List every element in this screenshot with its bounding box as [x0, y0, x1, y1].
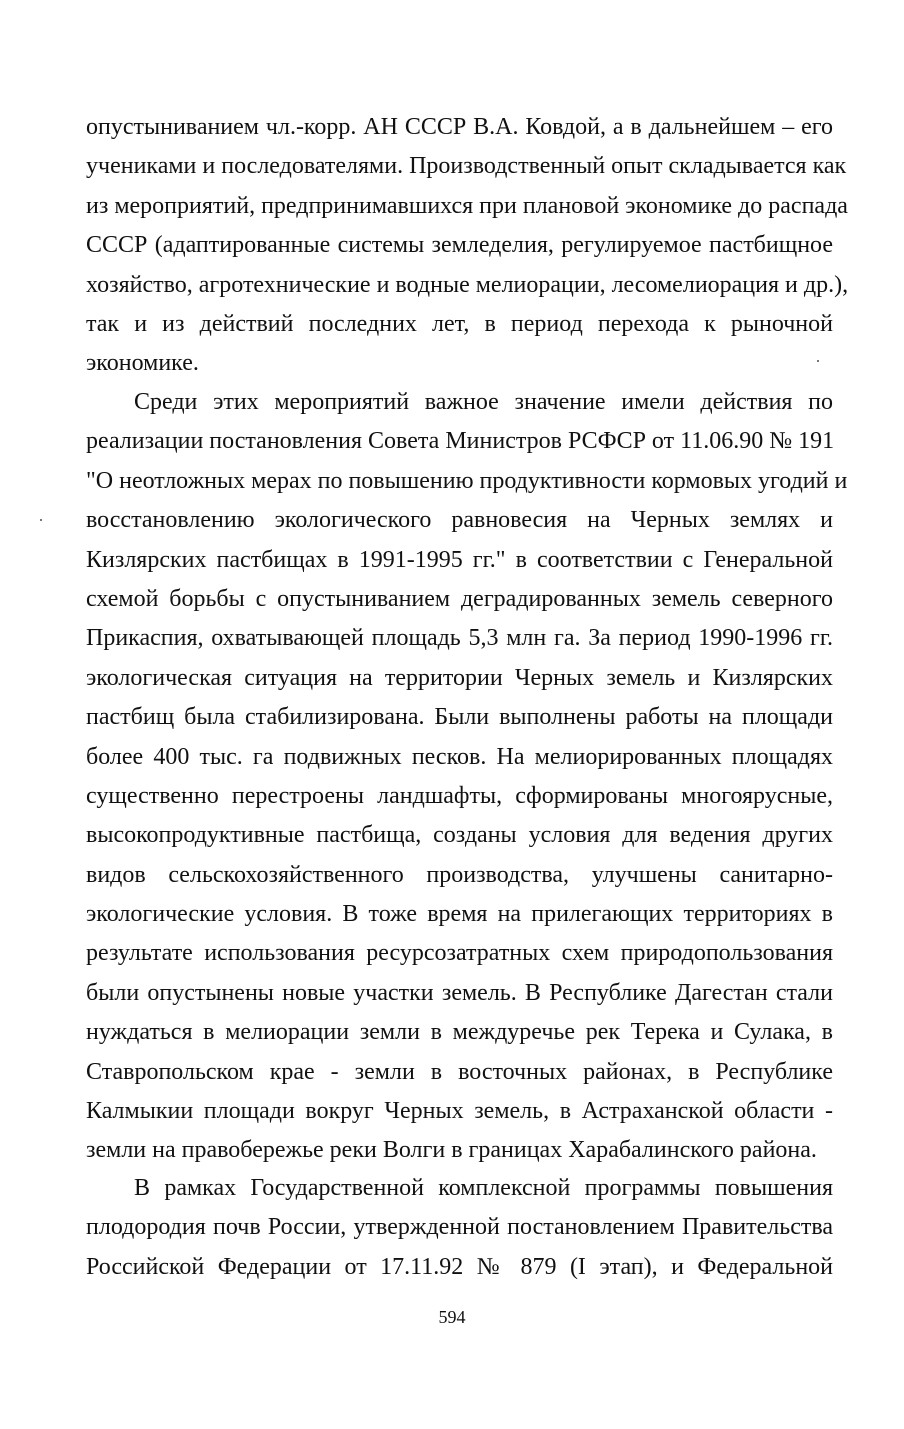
- paragraph-3: [86, 1169, 833, 1287]
- text-line: Прикаспия, охватывающей площадь 5,3 млн га. За период 1990-1996 гг.: [86, 625, 833, 652]
- text-line: экономике.: [86, 350, 199, 377]
- page-number: 594: [438, 1307, 466, 1327]
- text-line: результате использования ресурсозатратных схем природопользования: [86, 940, 833, 967]
- text-line: В рамках Государственной комплексной программы повышения: [134, 1175, 833, 1201]
- text-line: плодородия почв России, утвержденной постановлением Правительства: [86, 1214, 833, 1241]
- text-line: Среди этих мероприятий важное значение имели действия по: [134, 389, 833, 415]
- text-line: земли на правобережье реки Волги в границах Харабалинского района.: [86, 1137, 817, 1164]
- text-line: Ставропольском крае - земли в восточных районах, в Республике: [86, 1058, 833, 1085]
- text-line: схемой борьбы с опустыниванием деградированных земель северного: [86, 585, 833, 612]
- text-line: Калмыкии площади вокруг Черных земель, в Астраханской области -: [86, 1098, 833, 1125]
- text-line: Кизлярских пастбищах в 1991-1995 гг." в соответствии с Генеральной: [86, 546, 833, 573]
- text-line: более 400 тыс. га подвижных песков. На мелиорированных площадях: [86, 743, 833, 770]
- text-line: СССР (адаптированные системы земледелия, регулируемое пастбищное: [86, 232, 833, 259]
- text-line: Российской Федерации от 17.11.92 № 879 (I этап), и Федеральной: [86, 1253, 833, 1280]
- text-line: экологические условия. В тоже время на прилегающих территориях в: [86, 901, 833, 928]
- text-line: опустыниванием чл.-корр. АН СССР В.А. Ковдой, а в дальнейшем – его: [86, 114, 833, 140]
- text-line: были опустынены новые участки земель. В Республике Дагестан стали: [86, 979, 833, 1006]
- text-line: экологическая ситуация на территории Черных земель и Кизлярских: [86, 664, 833, 691]
- text-line: пастбищ была стабилизирована. Были выполнены работы на площади: [86, 704, 833, 731]
- paragraph-1: [86, 108, 849, 384]
- text-line: из мероприятий, предпринимавшихся при плановой экономике до распада: [86, 192, 848, 219]
- text-line: высокопродуктивные пастбища, созданы условия для ведения других: [86, 822, 833, 849]
- paragraph-2: [86, 383, 848, 1171]
- text-line: восстановлению экологического равновесия на Черных землях и: [86, 507, 833, 534]
- text-line: учениками и последователями. Производственный опыт складывается как: [86, 153, 847, 180]
- text-line: видов сельскохозяйственного производства, улучшены санитарно-: [86, 861, 833, 888]
- text-line: существенно перестроены ландшафты, сформированы многоярусные,: [86, 782, 833, 809]
- text-line: реализации постановления Совета Министров РСФСР от 11.06.90 № 191: [86, 428, 835, 455]
- scan-speck: [40, 519, 42, 521]
- text-line: нуждаться в мелиорации земли в междуречье рек Терека и Сулака, в: [86, 1019, 833, 1046]
- text-line: "О неотложных мерах по повышению продуктивности кормовых угодий и: [86, 467, 848, 494]
- text-line: хозяйство, агротехнические и водные мелиорации, лесомелиорация и др.),: [86, 271, 849, 298]
- text-line: так и из действий последних лет, в период перехода к рыночной: [86, 310, 833, 337]
